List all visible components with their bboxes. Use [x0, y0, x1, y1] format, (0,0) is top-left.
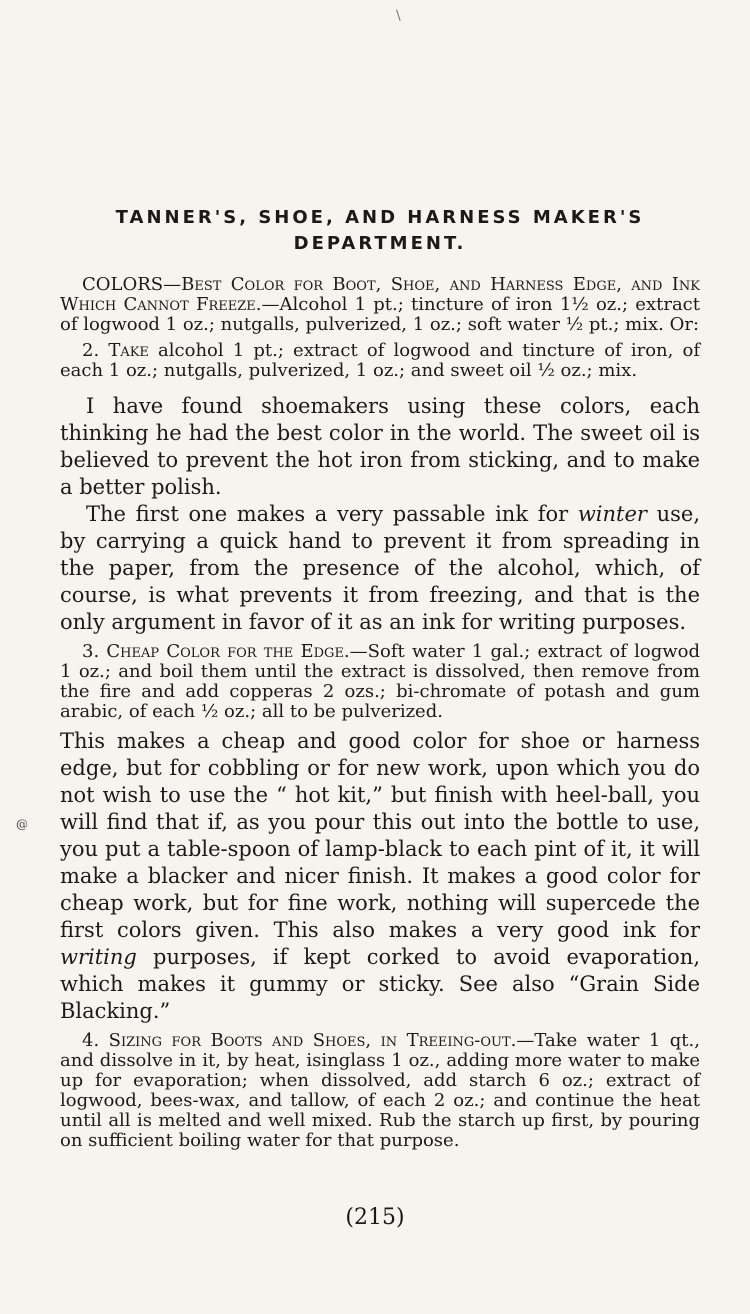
recipe-1-text: —Alcohol 1 pt.; tincture of iron 1½ oz.; extract of logwood 1 oz.; nutgalls, pulverized, 1 oz.; soft water ½ pt.; mix. Or:	[60, 294, 700, 335]
recipe-1-lead: COLORS—	[82, 274, 182, 295]
heading-line-1: TANNER'S, SHOE, AND HARNESS MAKER'S	[115, 207, 645, 228]
heading-line-2: DEPARTMENT.	[293, 233, 467, 254]
section-heading	[60, 205, 700, 257]
page-number: (215)	[345, 1205, 405, 1230]
commentary-3-italic: writing	[60, 945, 137, 969]
recipe-2-number: 2.	[82, 340, 109, 361]
recipe-3-title: Cheap Color for the Edge.	[106, 641, 350, 662]
recipe-1	[60, 275, 700, 335]
recipe-1-title: Best Color for Boot, Shoe, and Harness Edge, and Ink Which Cannot Freeze.	[60, 274, 700, 315]
commentary-3	[60, 728, 700, 1025]
commentary-3-b: purposes, if kept corked to avoid evaporation, which makes it gummy or sticky. See also “Grain Side Blacking.”	[60, 945, 700, 1023]
recipe-4	[60, 1031, 700, 1151]
commentary-2-a: The first one makes a very passable ink for	[86, 502, 578, 526]
recipe-4-title: Sizing for Boots and Shoes, in Treeing-out.	[108, 1030, 517, 1051]
recipe-3-text: —Soft water 1 gal.; extract of logwod 1 oz.; and boil them until the extract is dissolved, then remove from the fire and add copperas 2 ozs.; bi-chromate of potash and gum arabic, of each ½ oz.; all to be pulverized.	[60, 641, 700, 722]
commentary-1: I have found shoemakers using these colors, each thinking he had the best color in the world. The sweet oil is believed to prevent the hot iron from sticking, and to make a better polish.	[60, 394, 700, 499]
recipe-2	[60, 341, 700, 381]
recipe-4-text: —Take water 1 qt., and dissolve in it, by heat, isinglass 1 oz., adding more water to make up for evaporation; when dissolved, add starch 6 oz.; extract of logwood, bees-wax, and tallow, of each 2 oz.; and continue the heat until all is melted and well mixed. Rub the starch up first, by pouring on sufficient boiling water for that purpose.	[60, 1030, 700, 1151]
commentary-3-a: This makes a cheap and good color for shoe or harness edge, but for cobbling or for new work, upon which you do not wish to use the “ hot kit,” but finish with heel-ball, you will find that if, as you pour this out into the bottle to use, you put a table-spoon of lamp-black to each pint of it, it will make a blacker and nicer finish. It makes a good color for cheap work, but for fine work, nothing will supercede the first colors given. This also makes a very good ink for	[60, 729, 700, 942]
recipe-3-number: 3.	[82, 641, 107, 662]
recipe-2-title: Take	[108, 340, 149, 361]
margin-mark: @	[16, 817, 28, 831]
commentary-2	[60, 501, 700, 636]
recipe-2-text: alcohol 1 pt.; extract of logwood and tincture of iron, of each 1 oz.; nutgalls, pulverized, 1 oz.; and sweet oil ½ oz.; mix.	[60, 340, 700, 381]
page-body	[60, 205, 700, 1157]
stray-mark: \	[396, 8, 401, 24]
recipe-4-number: 4.	[82, 1030, 109, 1051]
recipe-3	[60, 642, 700, 722]
commentary-2-b: use, by carrying a quick hand to prevent it from spreading in the paper, from the presence of the alcohol, which, of course, is what prevents it from freezing, and that is the only argument in favor of it as an ink for writing purposes.	[60, 502, 700, 634]
commentary-2-italic: winter	[577, 502, 647, 526]
